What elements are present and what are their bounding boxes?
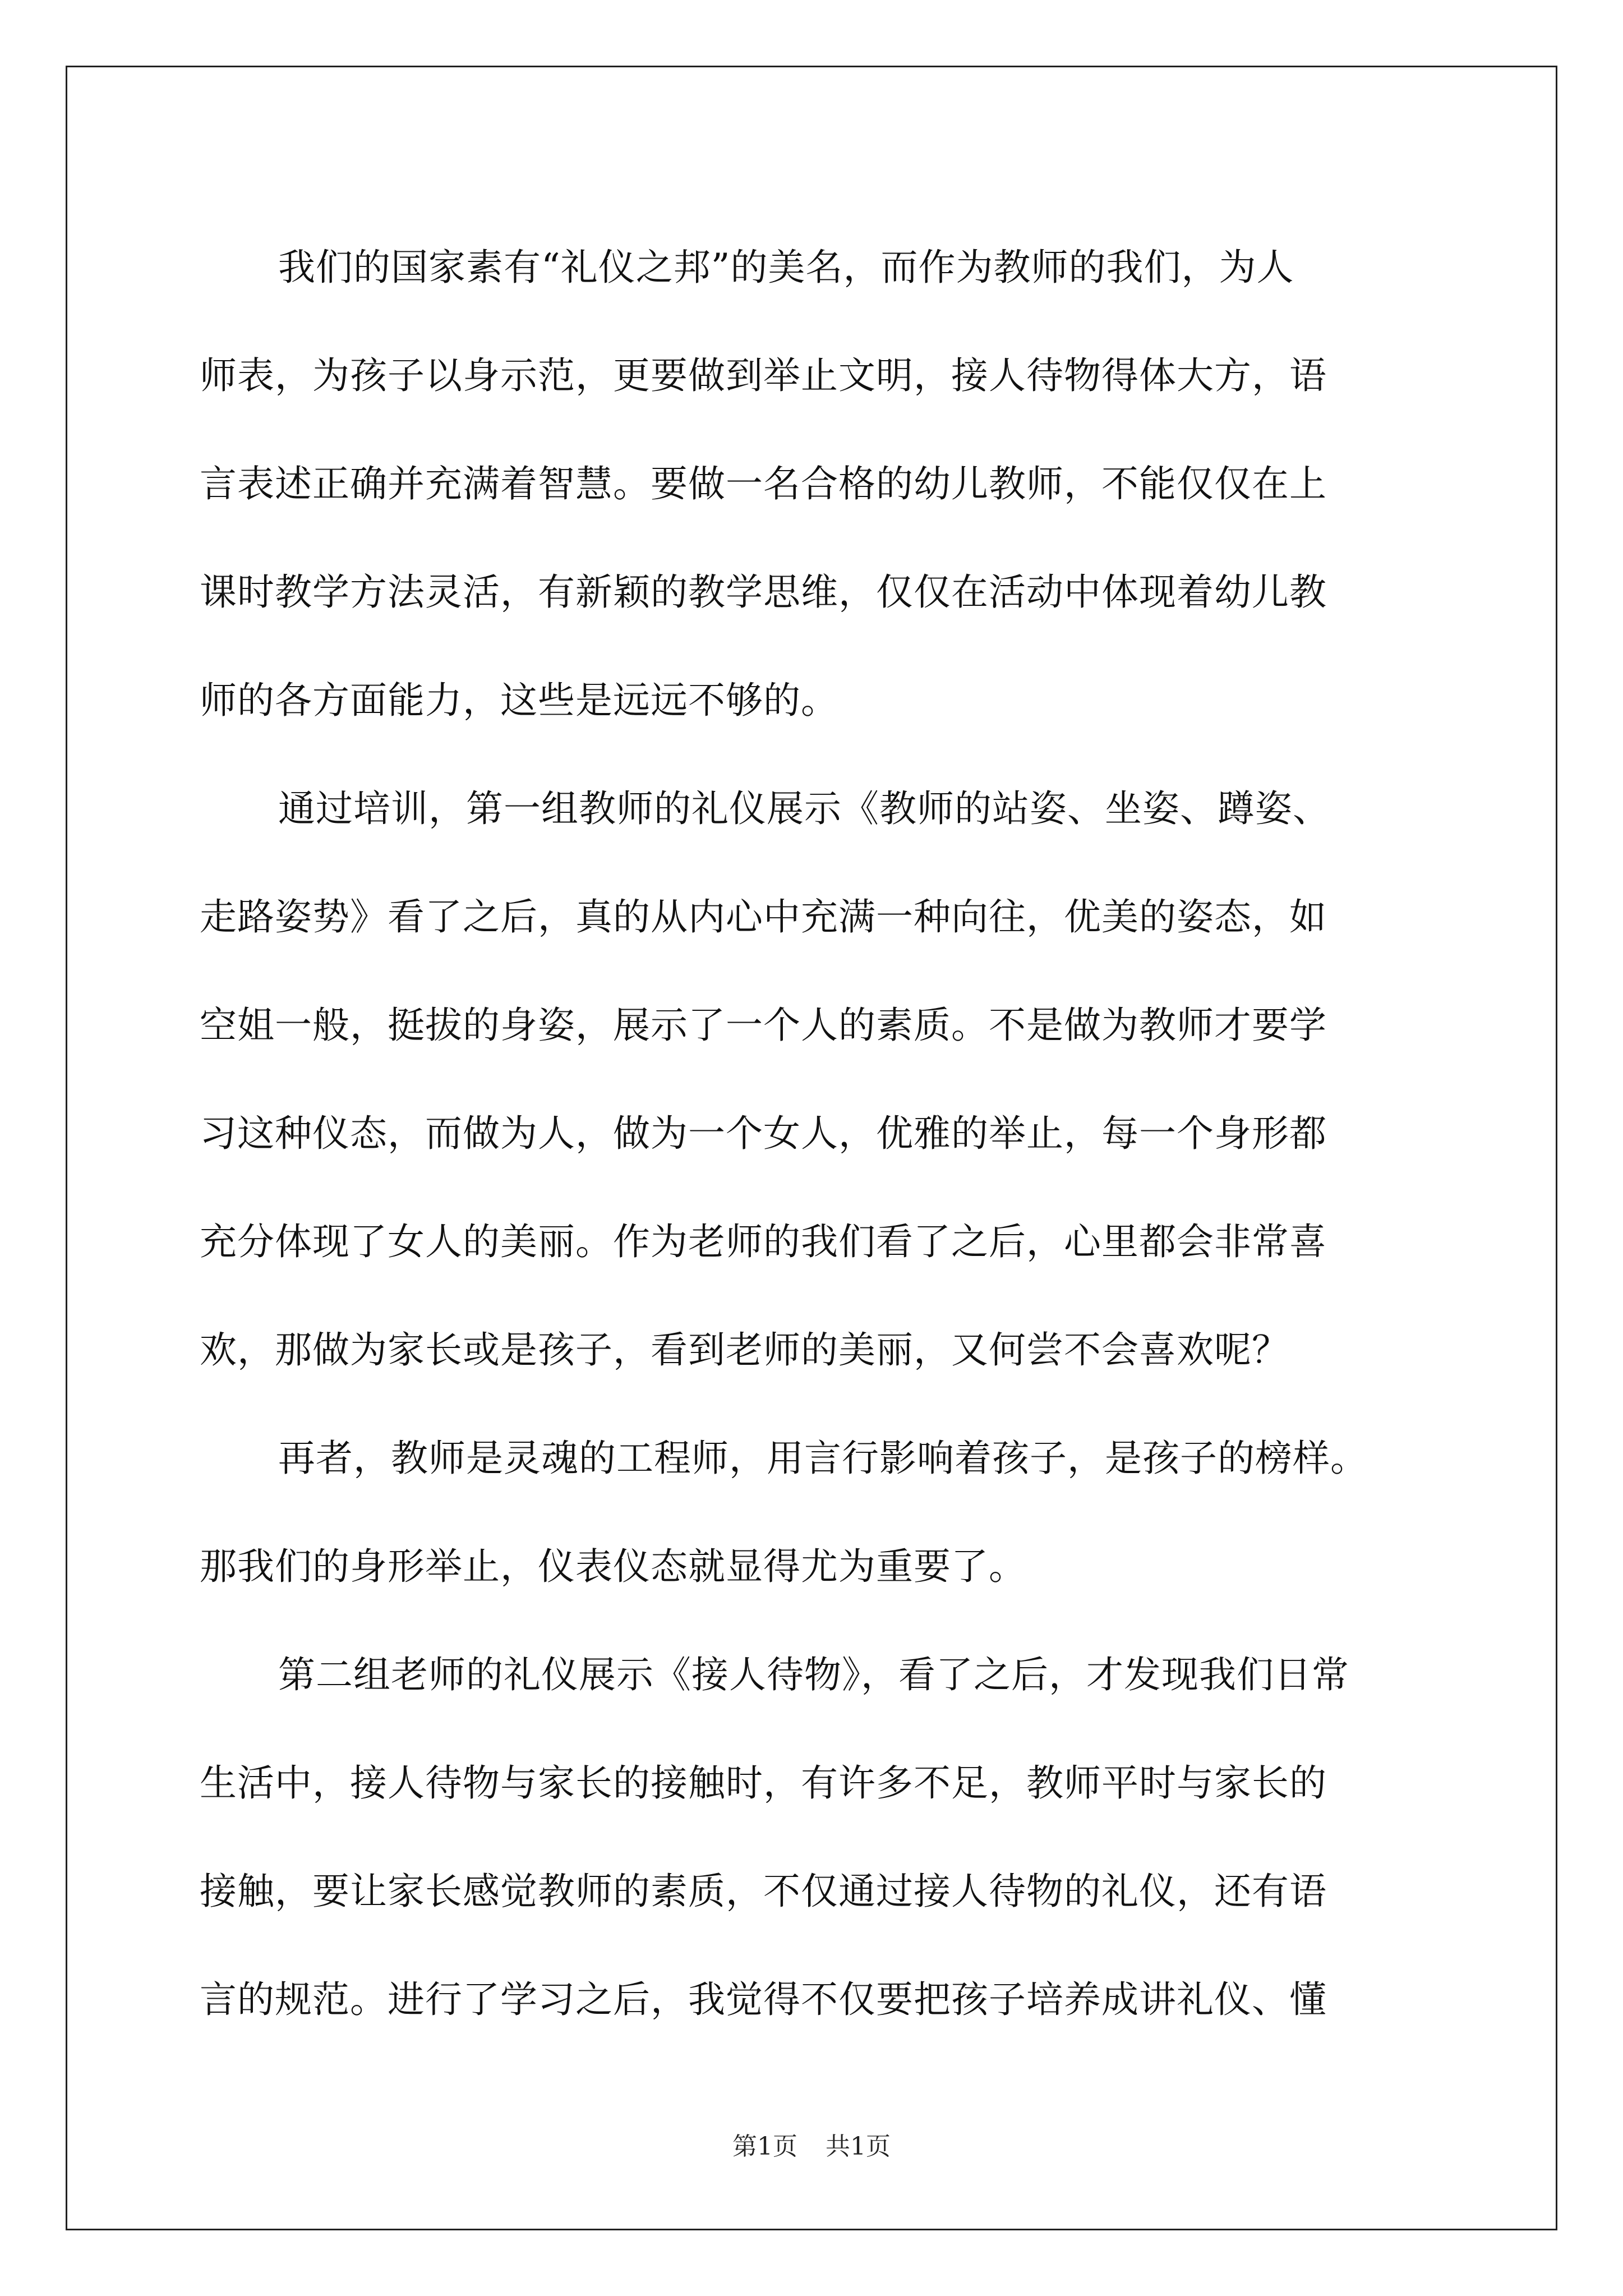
paragraph-2-line-5: 充分体现了女人的美丽。作为老师的我们看了之后，心里都会非常喜 xyxy=(200,1220,1327,1263)
paragraph-4-line-2: 生活中，接人待物与家长的接触时，有许多不足，教师平时与家长的 xyxy=(200,1761,1327,1805)
paragraph-4-line-4: 言的规范。进行了学习之后，我觉得不仅要把孩子培养成讲礼仪、懂 xyxy=(200,1978,1327,2021)
paragraph-1-line-4: 课时教学方法灵活，有新颖的教学思维，仅仅在活动中体现着幼儿教 xyxy=(200,570,1327,614)
paragraph-1-line-1: 我们的国家素有“礼仪之邦”的美名，而作为教师的我们，为人 xyxy=(278,246,1294,289)
paragraph-2-line-1: 通过培训，第一组教师的礼仪展示《教师的站姿、坐姿、蹲姿、 xyxy=(278,787,1330,830)
paragraph-1-line-3: 言表述正确并充满着智慧。要做一名合格的幼儿教师，不能仅仅在上 xyxy=(200,462,1327,505)
paragraph-3-line-2: 那我们的身形举止，仪表仪态就显得尤为重要了。 xyxy=(200,1545,1026,1588)
paragraph-2-line-3: 空姐一般，挺拔的身姿，展示了一个人的素质。不是做为教师才要学 xyxy=(200,1004,1327,1047)
paragraph-4-line-3: 接触，要让家长感觉教师的素质，不仅通过接人待物的礼仪，还有语 xyxy=(200,1870,1327,1913)
page-footer xyxy=(0,2126,1623,2162)
paragraph-1-line-5: 师的各方面能力，这些是远远不够的。 xyxy=(200,679,838,722)
paragraph-2-line-4: 习这种仪态，而做为人，做为一个女人，优雅的举止，每一个身形都 xyxy=(200,1112,1327,1155)
page-number-current: 第1页 xyxy=(732,2132,797,2161)
document-body xyxy=(200,213,1428,2054)
paragraph-2-line-6: 欢，那做为家长或是孩子，看到老师的美丽，又何尝不会喜欢呢？ xyxy=(200,1328,1289,1372)
paragraph-1-line-2: 师表，为孩子以身示范，更要做到举止文明，接人待物得体大方，语 xyxy=(200,354,1327,397)
paragraph-2-line-2: 走路姿势》看了之后，真的从内心中充满一种向往，优美的姿态，如 xyxy=(200,895,1327,938)
page-number-total: 共1页 xyxy=(826,2132,891,2161)
paragraph-4-line-1: 第二组老师的礼仪展示《接人待物》，看了之后，才发现我们日常 xyxy=(278,1653,1349,1696)
paragraph-3-line-1: 再者，教师是灵魂的工程师，用言行影响着孩子，是孩子的榜样。 xyxy=(278,1437,1368,1480)
